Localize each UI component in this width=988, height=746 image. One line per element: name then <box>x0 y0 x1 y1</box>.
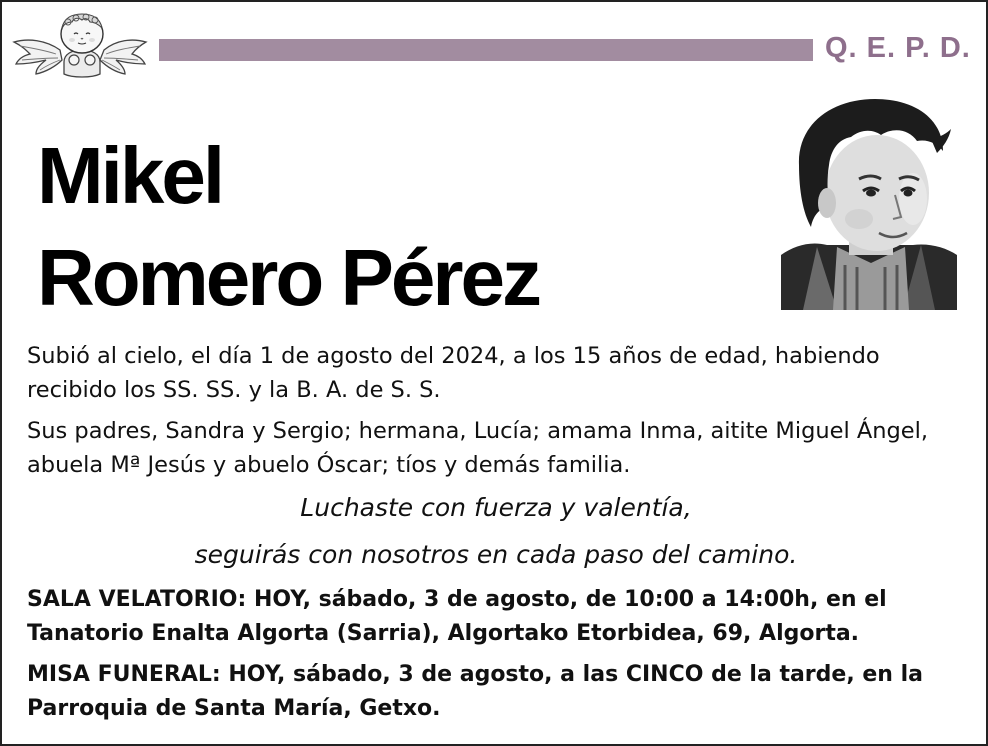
passing-announcement: Subió al cielo, el día 1 de agosto del 2024, a los 15 años de edad, habiendo recibido los SS. SS. y la B. A. de S. S. <box>27 343 880 403</box>
family-mourners: Sus padres, Sandra y Sergio; hermana, Lucía; amama Inma, aitite Miguel Ángel, abuela Mª Jesús y abuelo Óscar; tíos y demás familia. <box>27 418 929 478</box>
epitaph-line-2: seguirás con nosotros en cada paso del camino. <box>194 540 798 569</box>
wake-details: SALA VELATORIO: HOY, sábado, 3 de agosto, de 10:00 a 14:00h, en el Tanatorio Enalta Algorta (Sarria), Algortako Etorbidea, 69, Algorta. <box>27 587 887 646</box>
deceased-first-name: Mikel <box>37 131 223 220</box>
qepd-label: Q. E. P. D. <box>825 32 971 64</box>
header-divider-bar <box>159 39 813 61</box>
funeral-mass-details: MISA FUNERAL: HOY, sábado, 3 de agosto, a las CINCO de la tarde, en la Parroquia de Santa María, Getxo. <box>27 662 923 721</box>
epitaph-line-1: Luchaste con fuerza y valentía, <box>300 493 692 522</box>
deceased-portrait <box>781 95 957 310</box>
portrait-photo <box>781 95 957 310</box>
deceased-surnames: Romero Pérez <box>37 233 539 322</box>
cherub-angel-icon <box>12 10 148 82</box>
